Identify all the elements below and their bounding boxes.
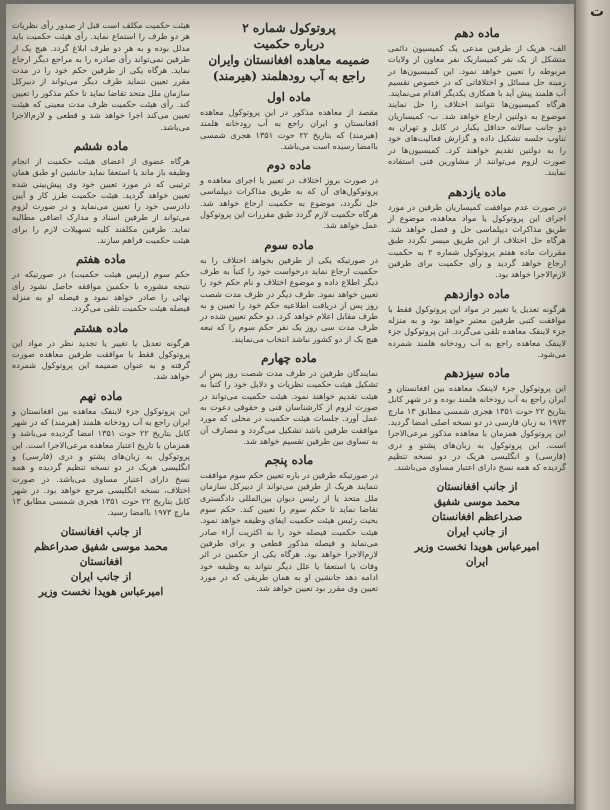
article-title: ماده چهارم [261, 351, 317, 366]
article-text: این پروتوکول جزء لاینفک معاهده بین افغانستان و ایران راجع به آب رودخانه هلمند (هیرمند) که در شهر کابل بتاریخ ۲۲ حوت ۱۳۵۱ امضا گردیده می‌باشد و همزمان با تاریخ اعتبار معاهده مرعی‌الاجرا است. این پروتوکول به زبان‌های پشتو و دری (فارسی) و انگلیسی هریک در دو نسخه تنظیم گردیده و همه نسخ دارای اعتبار مساوی می‌باشد. در صورت اختلاف، نسخه انگلیسی مرجع خواهد بود. در شهر کابل بتاریخ ۲۲ حوت ۱۳۵۱ هجری شمسی مطابق ۱۳ مارچ ۱۹۷۳ باامضا رسید. [11, 405, 190, 518]
article-text: این پروتوکول جزء لاینفک معاهده بین افغانستان و ایران راجع به آب رودخانه هلمند بوده و در شهر کابل بتاریخ ۲۲ حوت ۱۳۵۱ هجری شمسی مطابق ۱۳ مارچ ۱۹۷۳ به زبان فارسی در دو نسخه اصلی امضا گردید. این پروتوکول همزمان با معاهده مذکور مرعی‌الاجرا است. این پروتوکول به زبان‌های پشتو و دری (فارسی) و انگلیسی هریک در دو نسخه تنظیم گردیده که همه نسخ دارای اعتبار مساوی می‌باشند. [388, 383, 566, 473]
article-title: ماده یازدهم [447, 184, 507, 199]
article-text: در صورت بروز اختلاف در تعبیر یا اجرای معاهده و پروتوکول‌های آن که به طریق مذاکرات دیپلماسی حل نگردد، موضوع به حکمیت ارجاع خواهد شد. هرگاه حکمیت لازم گردد طبق مقررات این پروتوکول عمل خواهد شد. [200, 175, 378, 231]
article-title: ماده دوازدهم [444, 286, 510, 301]
article-title: ماده سوم [264, 237, 314, 252]
header-line: راجع به آب رودهلمند (هیرمند) [212, 69, 366, 83]
header-line: ضمیمه معاهده افغانستان وایران [208, 53, 370, 67]
article-text: در صورتیکه طرفین در باره تعیین حکم سوم موافقت ننمایند هریک از طرفین می‌تواند از دبیرکل سازمان ملل متحد یا از رئیس دیوان بین‌المللی دادگستری تقاضا نماید تا حکم سوم را تعیین کند. حکم سوم بحیث رئیس هیئت حکمیت ایفای وظیفه خواهد نمود. هیئت حکمیت فیصله خود را به اکثریت آراء صادر می‌نماید و فیصله مذکور قطعی و برای طرفین لازم‌الاجرا خواهد بود. هرگاه یکی از حکمین در اثر وفات یا استعفا یا علل دیگر نتواند به وظیفه خود ادامه دهد جانشین او به همان طریقی که در مورد تعیین وی مقرر بود تعیین خواهد شد. [200, 470, 378, 594]
article-title: ماده هشتم [73, 320, 129, 335]
protocol-header [200, 20, 378, 84]
article-text: هیئت حکمیت مکلف است قبل از صدور رأی نظریات هر دو طرف را استماع نماید. رأی هیئت حکمیت باید مدلل بوده و به هر دو طرف ابلاغ گردد. هیچ یک از طرفین نمی‌تواند رأی صادره را به مراجع دیگر ارجاع نماید. هرگاه یکی از طرفین حکم خود را در مدت مقرر تعیین ننماید طرف دیگر می‌تواند از دبیرکل سازمان ملل متحد تقاضا نماید تا حکم مذکور را تعیین کند. رأی هیئت حکمیت ظرف مدت معینی که هیئت تعیین می‌کند اجرا خواهد شد و قطعی و لازم‌الاجرا می‌باشد. [11, 20, 190, 132]
article-title: ماده ششم [73, 138, 129, 153]
article-title: ماده هفتم [76, 252, 126, 267]
next-page-mark: ت [590, 4, 605, 20]
column-left [12, 20, 190, 600]
signature-line: محمد موسی شفیق [434, 495, 520, 508]
article-text: الف- هریک از طرفین مدعی یک کمیسیون دائمی متشکل از یک نفر کمیساریک نفر معاون از ولایات مربوطه را تعیین خواهد نمود. این کمیسیون‌ها در زمینه حل مسائل و اختلافاتی که در خصوص تقسیم آب هلمند پیش آید با همکاری یکدیگر اقدام می‌نمایند. هرگاه کمیسیون‌ها نتوانند اختلاف را حل نمایند موضوع به دولتین ارجاع خواهد شد. ب- کمیساریان دو جانب سالانه حداقل یکبار در کابل و تهران به تناوب جلسه تشکیل داده و گزارش فعالیت‌های خود را به دولتین تقدیم خواهند کرد. کمیسیون‌ها در صورت لزوم می‌توانند از مشاورین فنی استفاده نمایند. [388, 43, 566, 178]
signature-line: از جانب افغانستان [60, 525, 142, 538]
article-text: مقصد از معاهده مذکور در این پروتوکول معاهده افغانستان و ایران راجع به آب رودخانه هلمند (هیرمند) که بتاریخ ۲۲ حوت ۱۳۵۱ هجری شمسی باامضا رسیده است می‌باشد. [200, 107, 378, 151]
signature-line: محمد موسی شفیق صدراعظم [34, 540, 168, 553]
article-title: ماده اول [267, 90, 311, 104]
article-text: در صورت عدم موافقت کمیساریان طرفین در مورد اجرای این پروتوکول یا مواد معاهده، موضوع از طریق مذاکرات دیپلماسی حل و فصل خواهد شد. هرگاه حل اختلاف از این طریق میسر نگردد طبق مقررات ماده هفتم پروتوکول شماره ۲ به حکمیت ارجاع خواهد گردید و رأی حکمیت برای طرفین لازم‌الاجرا خواهد بود. [388, 201, 566, 280]
signature-line: امیرعباس هویدا نخست وزیر [38, 585, 164, 598]
article-title: ماده پنجم [264, 453, 314, 468]
signature-line: از جانب افغانستان [436, 480, 518, 493]
article-text: هرگاه عضوی از اعضای هیئت حکمیت از انجام وظیفه باز ماند یا استعفا نماید جانشین او طبق همان ترتیبی که در مورد تعیین خود وی پیش‌بینی شده تعیین خواهد گردید. هیئت حکمیت طرز کار و آیین دادرسی خود را تعیین می‌نماید و در صورت لزوم می‌تواند از طرفین اسناد و مدارک اضافی مطالبه نماید. طرفین مکلفند کلیه تسهیلات لازم را برای هیئت حکمیت فراهم سازند. [12, 155, 190, 246]
header-line: پروتوکول شماره ۲ [242, 21, 336, 35]
article-text: در صورتیکه یکی از طرفین بخواهد اختلاف را به حکمیت ارجاع نماید درخواست خود را کتباً به طرف دیگر اطلاع داده و موضوع اختلاف و نام حکم خود را تعیین خواهد نمود. طرف دیگر در ظرف مدت شصت روز پس از دریافت اطلاعیه حکم خود را تعیین و به طرف مقابل اعلام خواهد کرد. دو حکم تعیین شده در ظرف مدت سی روز یک نفر حکم سوم را که تبعه هیچ یک از دو کشور نباشد انتخاب می‌نمایند. [200, 254, 378, 344]
header-line: درباره حکمیت [253, 37, 325, 51]
article-title: ماده دهم [454, 26, 500, 40]
signature-line: افغانستان [79, 555, 123, 568]
article-text: نمایندگان طرفین در ظرف مدت شصت روز پس از تشکیل هیئت حکمیت نظریات و دلایل خود را کتباً به هیئت تقدیم خواهند نمود. هیئت حکمیت می‌تواند در صورت لزوم از کارشناسان فنی و حقوقی دعوت به عمل آورد. جلسات هیئت حکمیت در محلی که مورد موافقت طرفین باشد تشکیل می‌گردد و مصارف آن به تساوی بین طرفین تقسیم خواهد شد. [200, 368, 378, 446]
signature-line: از جانب ایران [70, 570, 132, 583]
article-text: حکم سوم (رئیس هیئت حکمیت) در صورتیکه در نتیجه مشوره با حکمین موافقه حاصل نشود رأی نهائی را صادر خواهد نمود و فیصله او به منزله فیصله هیئت حکمیت تلقی می‌گردد. [12, 269, 190, 314]
signature-block [12, 525, 190, 600]
column-right [388, 20, 566, 570]
signature-line: ایران [465, 555, 489, 568]
column-middle [200, 20, 378, 596]
signature-block [388, 480, 566, 570]
next-page-edge [576, 0, 610, 810]
newspaper-page [6, 4, 574, 804]
article-title: ماده سیزدهم [444, 366, 510, 381]
signature-line: صدراعظم افغانستان [431, 510, 523, 523]
article-title: ماده نهم [79, 388, 123, 403]
signature-line: از جانب ایران [446, 525, 508, 538]
article-text: هرگونه تعدیل یا تغییر یا تجدید نظر در مواد این پروتوکول فقط با موافقت طرفین معاهده صورت گرفته و به عنوان ضمیمه این پروتوکول شمرده خواهد شد. [12, 337, 190, 382]
article-text: هرگونه تعدیل یا تغییر در مواد این پروتوکول فقط با موافقت کتبی طرفین معتبر خواهد بود و به منزله جزء لاینفک معاهده تلقی می‌گردد. این پروتوکول جزء لاینفک معاهده راجع به آب رودخانه هلمند شمرده می‌شود. [388, 303, 566, 359]
signature-line: امیرعباس هویدا نخست وزیر [414, 540, 540, 553]
article-title: ماده دوم [266, 158, 312, 173]
